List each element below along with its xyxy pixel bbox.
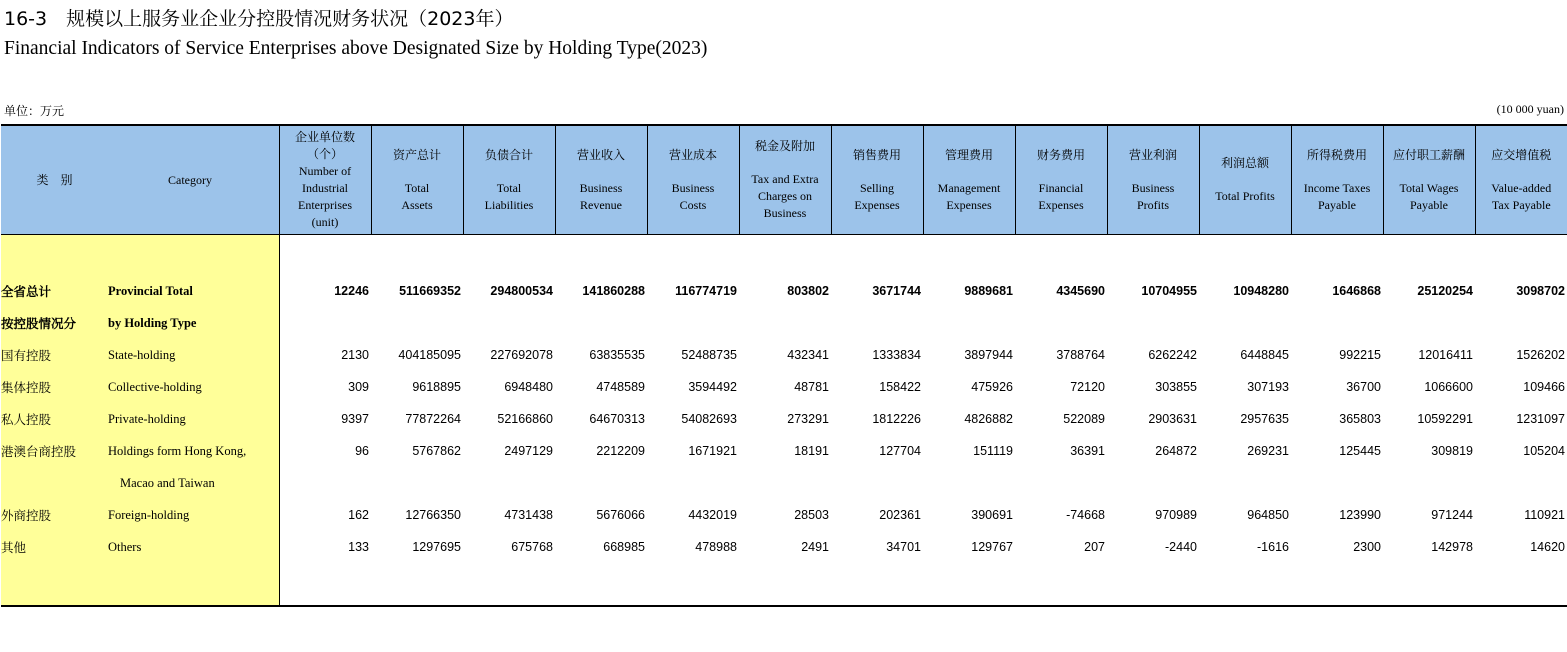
cell-value: 34701 [886,540,921,554]
cell-value: 54082693 [681,412,737,426]
row-category-english: State-holding [108,339,279,371]
unit-label-english: (10 000 yuan) [1496,102,1564,116]
cell-value: 36391 [1070,444,1105,458]
cell-value: 116774719 [675,284,737,298]
table-header-row [1,125,1567,235]
cell-value: 970989 [1155,508,1197,522]
cell-value: 971244 [1431,508,1473,522]
cell-value [555,307,647,339]
cell-value: 3788764 [1056,348,1105,362]
column-header-7: 销售费用 Selling Expenses [831,125,923,235]
column-header-8: 管理费用 Management Expenses [923,125,1015,235]
column-header-2: 资产总计 Total Assets [371,125,463,235]
column-header-9: 财务费用 Financial Expenses [1015,125,1107,235]
cell-value: 9889681 [964,284,1013,298]
cell-value [1291,307,1383,339]
cell-value: 365803 [1339,412,1381,426]
column-header-3: 负债合计 Total Liabilities [463,125,555,235]
row-category-chinese: 私人控股 [1,403,108,435]
row-category-english: by Holding Type [108,307,279,339]
cell-value: 1812226 [872,412,921,426]
table-row [1,403,1567,435]
cell-value [739,467,831,499]
cell-value: 1297695 [412,540,461,554]
row-category-english: Collective-holding [108,371,279,403]
table-spacer-row [1,563,1567,606]
cell-value [463,467,555,499]
category-header-english: Category [108,125,279,235]
cell-value: 12246 [334,284,369,298]
financial-indicators-table [1,124,1567,607]
cell-value: 10948280 [1233,284,1289,298]
cell-value: 52166860 [497,412,553,426]
cell-value: 511669352 [399,284,461,298]
cell-value: 1333834 [872,348,921,362]
cell-value: 12016411 [1418,348,1473,362]
cell-value: 9397 [341,412,369,426]
cell-value: 105204 [1523,444,1565,458]
cell-value: 264872 [1155,444,1197,458]
row-category-chinese: 集体控股 [1,371,108,403]
cell-value [647,467,739,499]
cell-value: 141860288 [582,284,645,298]
cell-value: 307193 [1247,380,1289,394]
cell-value: 3897944 [964,348,1013,362]
page-title-english: Financial Indicators of Service Enterprises above Designated Size by Holding Type(2023) [4,38,708,59]
cell-value: 127704 [879,444,921,458]
column-header-12: 所得税费用 Income Taxes Payable [1291,125,1383,235]
cell-value: 10704955 [1141,284,1197,298]
cell-value: 4748589 [596,380,645,394]
cell-value: 123990 [1339,508,1381,522]
cell-value [1475,307,1567,339]
cell-value [555,467,647,499]
cell-value: 2130 [341,348,369,362]
cell-value: 992215 [1339,348,1381,362]
cell-value: 6448845 [1240,348,1289,362]
row-category-english: Private-holding [108,403,279,435]
cell-value: 109466 [1523,380,1565,394]
row-category-chinese: 其他 [1,531,108,563]
cell-value [1107,307,1199,339]
category-header-chinese: 类 别 [1,125,108,235]
column-header-6: 税金及附加 Tax and Extra Charges on Business [739,125,831,235]
cell-value: 478988 [695,540,737,554]
cell-value: 5767862 [412,444,461,458]
cell-value: 404185095 [398,348,461,362]
cell-value: 6948480 [504,380,553,394]
cell-value: 77872264 [405,412,461,426]
cell-value: 668985 [603,540,645,554]
cell-value: 14620 [1530,540,1565,554]
cell-value: 4731438 [504,508,553,522]
row-category-english: Provincial Total [108,275,279,307]
unit-label-chinese: 单位：万元 [4,104,65,118]
table-row [1,435,1567,467]
cell-value [1383,467,1475,499]
cell-value: 1066600 [1424,380,1473,394]
row-category-chinese: 外商控股 [1,499,108,531]
cell-value: 2957635 [1240,412,1289,426]
cell-value: 803802 [787,284,829,298]
row-category-english: Others [108,531,279,563]
cell-value [371,307,463,339]
cell-value: 432341 [787,348,829,362]
table-row [1,371,1567,403]
cell-value [923,467,1015,499]
cell-value: 2212209 [596,444,645,458]
cell-value: 207 [1084,540,1105,554]
cell-value [279,467,371,499]
cell-value: 227692078 [490,348,553,362]
column-header-1: 企业单位数 （个） Number of Industrial Enterprises (unit) [279,125,371,235]
cell-value: 522089 [1063,412,1105,426]
cell-value: 96 [355,444,369,458]
cell-value [371,467,463,499]
column-header-5: 营业成本 Business Costs [647,125,739,235]
cell-value: 2903631 [1148,412,1197,426]
cell-value: 4826882 [964,412,1013,426]
cell-value: 309 [348,380,369,394]
cell-value: 52488735 [681,348,737,362]
cell-value: 9618895 [412,380,461,394]
cell-value: 2491 [801,540,829,554]
cell-value: 1646868 [1332,284,1381,298]
row-category-chinese: 按控股情况分 [1,307,108,339]
cell-value: 269231 [1247,444,1289,458]
cell-value: 1526202 [1516,348,1565,362]
table-spacer-row [1,235,1567,276]
cell-value [831,307,923,339]
cell-value: 1671921 [688,444,737,458]
table-row [1,531,1567,563]
cell-value: 3671744 [872,284,921,298]
cell-value: 3594492 [688,380,737,394]
cell-value: 3098702 [1516,284,1565,298]
cell-value: 390691 [971,508,1013,522]
cell-value [1199,467,1291,499]
cell-value [1199,307,1291,339]
column-header-11: 利润总额 Total Profits [1199,125,1291,235]
cell-value: 142978 [1431,540,1473,554]
cell-value: 202361 [879,508,921,522]
cell-value [463,307,555,339]
row-category-chinese [1,467,108,499]
cell-value: 475926 [971,380,1013,394]
cell-value: 36700 [1346,380,1381,394]
cell-value: 12766350 [405,508,461,522]
cell-value: 6262242 [1148,348,1197,362]
cell-value [1475,467,1567,499]
cell-value: 28503 [794,508,829,522]
cell-value: 303855 [1155,380,1197,394]
cell-value: 125445 [1339,444,1381,458]
cell-value: 63835535 [589,348,645,362]
cell-value: 964850 [1247,508,1289,522]
cell-value: 4432019 [688,508,737,522]
cell-value: 72120 [1070,380,1105,394]
table-row [1,339,1567,371]
cell-value: 64670313 [589,412,645,426]
row-category-english: Holdings form Hong Kong, [108,435,279,467]
cell-value: 129767 [971,540,1013,554]
cell-value: 294800534 [490,284,553,298]
cell-value: 2300 [1353,540,1381,554]
column-header-13: 应付职工薪酬 Total Wages Payable [1383,125,1475,235]
cell-value: 162 [348,508,369,522]
cell-value: 273291 [787,412,829,426]
cell-value [831,467,923,499]
cell-value: 10592291 [1417,412,1473,426]
cell-value [1383,307,1475,339]
cell-value: 5676066 [596,508,645,522]
cell-value [1015,307,1107,339]
cell-value: 48781 [794,380,829,394]
cell-value: 151119 [973,444,1013,458]
cell-value: 4345690 [1056,284,1105,298]
row-category-chinese: 国有控股 [1,339,108,371]
page-title-chinese: 16-3 规模以上服务业企业分控股情况财务状况（2023年） [4,8,514,30]
cell-value: 110921 [1524,508,1565,522]
column-header-14: 应交增值税 Value-added Tax Payable [1475,125,1567,235]
cell-value [647,307,739,339]
cell-value: 18191 [794,444,829,458]
cell-value [1291,467,1383,499]
cell-value: 25120254 [1417,284,1473,298]
cell-value: 2497129 [504,444,553,458]
cell-value: 309819 [1431,444,1473,458]
cell-value: 158422 [879,380,921,394]
row-category-chinese: 全省总计 [1,275,108,307]
row-category-english: Foreign-holding [108,499,279,531]
cell-value: -1616 [1257,540,1289,554]
row-category-english: Macao and Taiwan [108,467,279,499]
cell-value [923,307,1015,339]
cell-value [1107,467,1199,499]
column-header-10: 营业利润 Business Profits [1107,125,1199,235]
cell-value: 675768 [511,540,553,554]
cell-value: 133 [348,540,369,554]
cell-value: -2440 [1165,540,1197,554]
cell-value [739,307,831,339]
cell-value [279,307,371,339]
table-row [1,275,1567,307]
cell-value: -74668 [1066,508,1105,522]
column-header-4: 营业收入 Business Revenue [555,125,647,235]
row-category-chinese: 港澳台商控股 [1,435,108,467]
table-row [1,467,1567,499]
table-row [1,499,1567,531]
table-row [1,307,1567,339]
cell-value [1015,467,1107,499]
cell-value: 1231097 [1516,412,1565,426]
